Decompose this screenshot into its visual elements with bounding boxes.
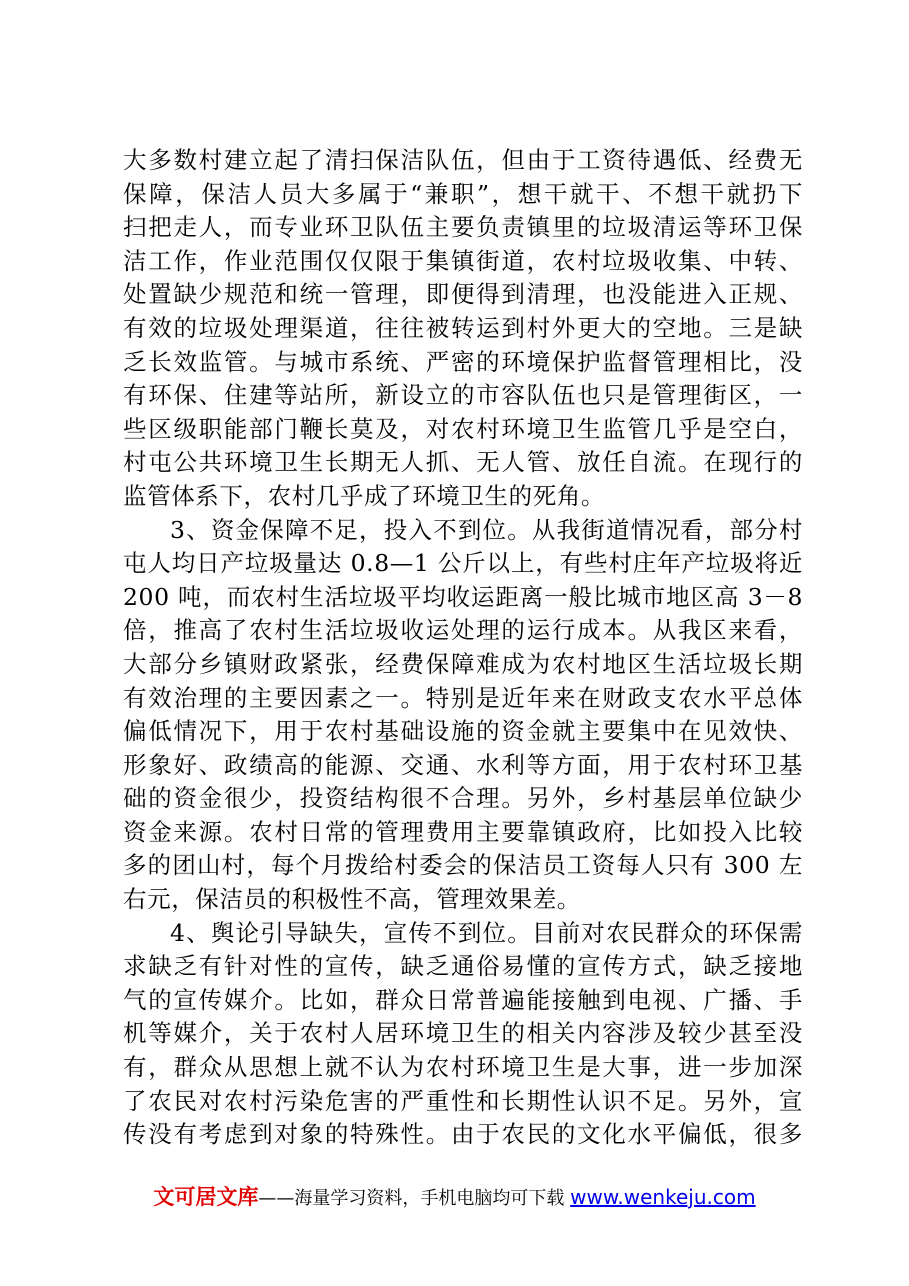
text-line: 有效治理的主要因素之一。特别是近年来在财政支农水平总体 (123, 683, 803, 712)
text-line: 200 吨，而农村生活垃圾平均收运距离一般比城市地区高 3－8 (123, 582, 803, 611)
text-line: 大部分乡镇财政紧张，经费保障难成为农村地区生活垃圾长期 (123, 649, 803, 678)
text-line: 乏长效监管。与城市系统、严密的环境保护监督管理相比，没 (123, 347, 803, 376)
text-line: 洁工作，作业范围仅仅限于集镇街道，农村垃圾收集、中转、 (123, 246, 803, 275)
text-line: 监管体系下，农村几乎成了环境卫生的死角。 (123, 481, 605, 510)
text-line: 保障，保洁人员大多属于“兼职”，想干就干、不想干就扔下 (123, 179, 803, 208)
page-footer (0, 1181, 909, 1211)
text-line: 资金来源。农村日常的管理费用主要靠镇政府，比如投入比较 (123, 817, 803, 846)
text-line: 处置缺少规范和统一管理，即便得到清理，也没能进入正规、 (123, 280, 803, 309)
text-line: 础的资金很少，投资结构很不合理。另外，乡村基层单位缺少 (123, 784, 803, 813)
text-line: 求缺乏有针对性的宣传，缺乏通俗易懂的宣传方式，缺乏接地 (123, 952, 803, 981)
text-line: 传没有考虑到对象的特殊性。由于农民的文化水平偏低，很多 (123, 1120, 803, 1149)
text-line: 机等媒介，关于农村人居环境卫生的相关内容涉及较少甚至没 (123, 1019, 803, 1048)
text-line: 了农民对农村污染危害的严重性和长期性认识不足。另外，宣 (123, 1086, 803, 1115)
text-line: 偏低情况下，用于农村基础设施的资金就主要集中在见效快、 (123, 717, 803, 746)
text-line: 气的宣传媒介。比如，群众日常普遍能接触到电视、广播、手 (123, 985, 803, 1014)
text-line: 屯人均日产垃圾量达 0.8—1 公斤以上，有些村庄年产垃圾将近 (123, 549, 803, 578)
text-line: 3、资金保障不足，投入不到位。从我街道情况看，部分村 (170, 515, 803, 544)
text-line: 有效的垃圾处理渠道，往往被转运到村外更大的空地。三是缺 (123, 313, 803, 342)
text-line: 有，群众从思想上就不认为农村环境卫生是大事，进一步加深 (123, 1053, 803, 1082)
footer-slogan: ——海量学习资料，手机电脑均可下载 (258, 1188, 565, 1209)
text-line: 形象好、政绩高的能源、交通、水利等方面，用于农村环卫基 (123, 750, 803, 779)
paragraph (123, 514, 803, 917)
text-line: 些区级职能部门鞭长莫及，对农村环境卫生监管几乎是空白， (123, 414, 803, 443)
paragraph (123, 144, 803, 514)
text-line: 大多数村建立起了清扫保洁队伍，但由于工资待遇低、经费无 (123, 146, 803, 174)
text-line: 有环保、住建等站所，新设立的市容队伍也只是管理街区，一 (123, 381, 803, 410)
document-body (123, 144, 803, 1152)
brand-name: 文可居文库 (153, 1185, 259, 1209)
text-line: 多的团山村，每个月拨给村委会的保洁员工资每人只有 300 左 (123, 851, 803, 880)
text-line: 倍，推高了农村生活垃圾收运处理的运行成本。从我区来看， (123, 616, 803, 645)
text-line: 扫把走人，而专业环卫队伍主要负责镇里的垃圾清运等环卫保 (123, 213, 803, 242)
website-link[interactable]: www.wenkeju.com (570, 1185, 756, 1209)
text-line: 4、舆论引导缺失，宣传不到位。目前对农民群众的环保需 (170, 918, 803, 947)
text-line: 村屯公共环境卫生长期无人抓、无人管、放任自流。在现行的 (123, 448, 803, 477)
paragraph (123, 917, 803, 1152)
text-line: 右元，保洁员的积极性不高，管理效果差。 (123, 885, 581, 914)
